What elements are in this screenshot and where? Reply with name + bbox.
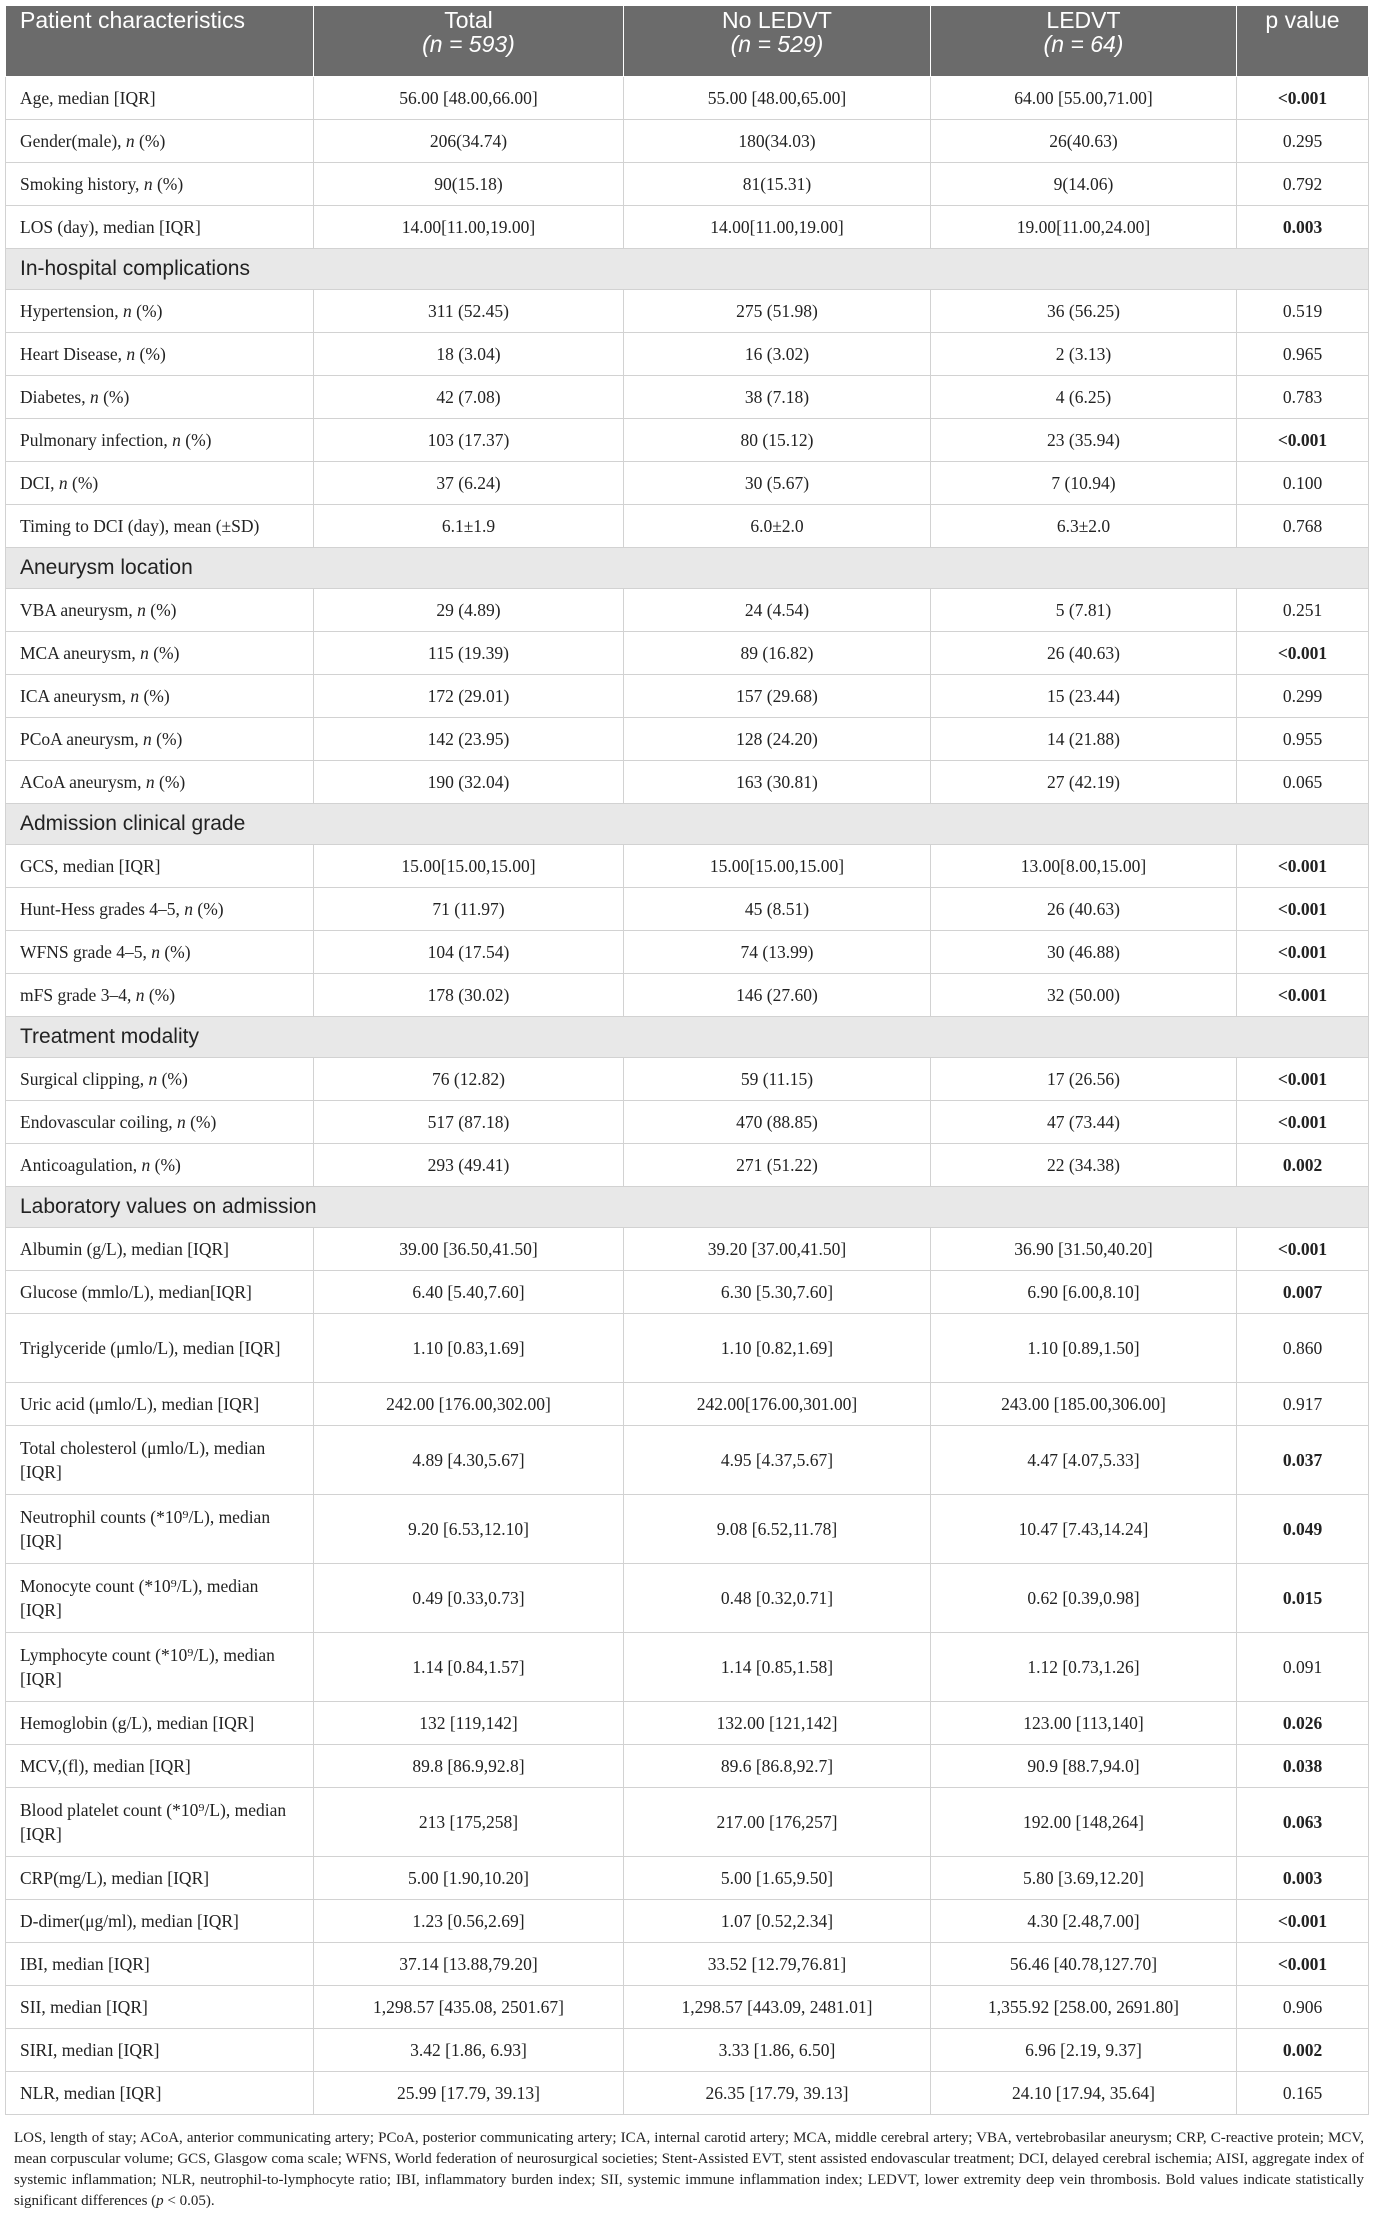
cell-ledvt: 64.00 [55.00,71.00] [931,77,1237,120]
cell-ledvt: 1,355.92 [258.00, 2691.80] [931,1986,1237,2029]
cell-p-value: <0.001 [1237,1101,1369,1144]
cell-no-ledvt: 217.00 [176,257] [624,1788,931,1857]
cell-total: 25.99 [17.79, 39.13] [314,2072,624,2115]
row-label: Endovascular coiling, n (%) [6,1101,314,1144]
cell-p-value: <0.001 [1237,845,1369,888]
cell-no-ledvt: 1.14 [0.85,1.58] [624,1633,931,1702]
row-label: ACoA aneurysm, n (%) [6,761,314,804]
table-row [6,931,1369,974]
table-row [6,761,1369,804]
cell-p-value: 0.003 [1237,1857,1369,1900]
header-total-n: (n = 593) [422,31,515,57]
cell-total: 1.14 [0.84,1.57] [314,1633,624,1702]
cell-ledvt: 2 (3.13) [931,333,1237,376]
header-total [314,6,624,77]
cell-no-ledvt: 163 (30.81) [624,761,931,804]
row-label: Total cholesterol (μmlo/L), median [IQR] [6,1426,314,1495]
section-heading: Admission clinical grade [6,804,1369,845]
cell-total: 104 (17.54) [314,931,624,974]
cell-p-value: 0.965 [1237,333,1369,376]
cell-ledvt: 1.12 [0.73,1.26] [931,1633,1237,1702]
cell-p-value: <0.001 [1237,77,1369,120]
cell-p-value: 0.002 [1237,2029,1369,2072]
table-row [6,845,1369,888]
cell-p-value: <0.001 [1237,419,1369,462]
row-label: Heart Disease, n (%) [6,333,314,376]
cell-total: 3.42 [1.86, 6.93] [314,2029,624,2072]
cell-total: 18 (3.04) [314,333,624,376]
cell-ledvt: 123.00 [113,140] [931,1702,1237,1745]
cell-p-value: <0.001 [1237,974,1369,1017]
cell-no-ledvt: 74 (13.99) [624,931,931,974]
cell-ledvt: 6.3±2.0 [931,505,1237,548]
cell-ledvt: 22 (34.38) [931,1144,1237,1187]
cell-p-value: 0.906 [1237,1986,1369,2029]
table-row [6,462,1369,505]
table-body [6,77,1369,2115]
cell-no-ledvt: 1.10 [0.82,1.69] [624,1314,931,1383]
cell-total: 190 (32.04) [314,761,624,804]
section-heading: Treatment modality [6,1017,1369,1058]
cell-total: 1,298.57 [435.08, 2501.67] [314,1986,624,2029]
cell-p-value: 0.049 [1237,1495,1369,1564]
cell-p-value: 0.065 [1237,761,1369,804]
table-row [6,1564,1369,1633]
table-row [6,1495,1369,1564]
row-label: Gender(male), n (%) [6,120,314,163]
table-row [6,1745,1369,1788]
table-row [6,333,1369,376]
cell-total: 172 (29.01) [314,675,624,718]
characteristics-table [5,5,1369,2115]
cell-ledvt: 4.30 [2.48,7.00] [931,1900,1237,1943]
row-label: Blood platelet count (*10⁹/L), median [IQR] [6,1788,314,1857]
row-label: Smoking history, n (%) [6,163,314,206]
cell-no-ledvt: 1,298.57 [443.09, 2481.01] [624,1986,931,2029]
row-label: mFS grade 3–4, n (%) [6,974,314,1017]
table-row [6,290,1369,333]
cell-p-value: <0.001 [1237,1058,1369,1101]
table-row [6,163,1369,206]
table-row [6,1943,1369,1986]
cell-ledvt: 30 (46.88) [931,931,1237,974]
cell-total: 1.23 [0.56,2.69] [314,1900,624,1943]
table-row [6,589,1369,632]
cell-total: 132 [119,142] [314,1702,624,1745]
table-row [6,1633,1369,1702]
header-p-value: p value [1237,6,1369,77]
cell-no-ledvt: 275 (51.98) [624,290,931,333]
section-heading: In-hospital complications [6,249,1369,290]
cell-p-value: 0.519 [1237,290,1369,333]
row-label: Neutrophil counts (*10⁹/L), median [IQR] [6,1495,314,1564]
table-row [6,1383,1369,1426]
cell-ledvt: 47 (73.44) [931,1101,1237,1144]
cell-no-ledvt: 55.00 [48.00,65.00] [624,77,931,120]
cell-ledvt: 10.47 [7.43,14.24] [931,1495,1237,1564]
cell-p-value: 0.038 [1237,1745,1369,1788]
cell-ledvt: 5.80 [3.69,12.20] [931,1857,1237,1900]
row-label: WFNS grade 4–5, n (%) [6,931,314,974]
table-row [6,1900,1369,1943]
cell-p-value: 0.007 [1237,1271,1369,1314]
cell-no-ledvt: 30 (5.67) [624,462,931,505]
cell-p-value: 0.768 [1237,505,1369,548]
cell-total: 213 [175,258] [314,1788,624,1857]
cell-no-ledvt: 81(15.31) [624,163,931,206]
cell-no-ledvt: 4.95 [4.37,5.67] [624,1426,931,1495]
cell-no-ledvt: 59 (11.15) [624,1058,931,1101]
section-row [6,804,1369,845]
characteristics-table-container [5,5,1368,2115]
cell-ledvt: 19.00[11.00,24.00] [931,206,1237,249]
cell-no-ledvt: 0.48 [0.32,0.71] [624,1564,931,1633]
section-heading: Aneurysm location [6,548,1369,589]
cell-total: 14.00[11.00,19.00] [314,206,624,249]
cell-ledvt: 36.90 [31.50,40.20] [931,1228,1237,1271]
cell-total: 15.00[15.00,15.00] [314,845,624,888]
section-row [6,548,1369,589]
table-row [6,888,1369,931]
cell-ledvt: 15 (23.44) [931,675,1237,718]
row-label: MCV,(fl), median [IQR] [6,1745,314,1788]
cell-total: 0.49 [0.33,0.73] [314,1564,624,1633]
cell-no-ledvt: 15.00[15.00,15.00] [624,845,931,888]
cell-no-ledvt: 16 (3.02) [624,333,931,376]
cell-ledvt: 243.00 [185.00,306.00] [931,1383,1237,1426]
header-total-title: Total [444,7,493,33]
row-label: Hypertension, n (%) [6,290,314,333]
table-row [6,1426,1369,1495]
cell-p-value: 0.955 [1237,718,1369,761]
row-label: IBI, median [IQR] [6,1943,314,1986]
cell-no-ledvt: 38 (7.18) [624,376,931,419]
cell-ledvt: 7 (10.94) [931,462,1237,505]
cell-no-ledvt: 5.00 [1.65,9.50] [624,1857,931,1900]
row-label: Pulmonary infection, n (%) [6,419,314,462]
cell-total: 4.89 [4.30,5.67] [314,1426,624,1495]
cell-no-ledvt: 132.00 [121,142] [624,1702,931,1745]
cell-p-value: 0.091 [1237,1633,1369,1702]
table-row [6,1788,1369,1857]
cell-no-ledvt: 89.6 [86.8,92.7] [624,1745,931,1788]
cell-total: 6.40 [5.40,7.60] [314,1271,624,1314]
cell-ledvt: 56.46 [40.78,127.70] [931,1943,1237,1986]
cell-p-value: <0.001 [1237,931,1369,974]
cell-p-value: 0.037 [1237,1426,1369,1495]
cell-no-ledvt: 14.00[11.00,19.00] [624,206,931,249]
cell-ledvt: 0.62 [0.39,0.98] [931,1564,1237,1633]
cell-no-ledvt: 242.00[176.00,301.00] [624,1383,931,1426]
row-label: Hemoglobin (g/L), median [IQR] [6,1702,314,1745]
header-ledvt-title: LEDVT [1046,7,1121,33]
cell-ledvt: 4 (6.25) [931,376,1237,419]
row-label: Lymphocyte count (*10⁹/L), median [IQR] [6,1633,314,1702]
cell-total: 90(15.18) [314,163,624,206]
cell-ledvt: 9(14.06) [931,163,1237,206]
cell-no-ledvt: 271 (51.22) [624,1144,931,1187]
cell-total: 37 (6.24) [314,462,624,505]
row-label: CRP(mg/L), median [IQR] [6,1857,314,1900]
row-label: SII, median [IQR] [6,1986,314,2029]
cell-total: 6.1±1.9 [314,505,624,548]
table-footnote: LOS, length of stay; ACoA, anterior communicating artery; PCoA, posterior communicating artery; ICA, internal carotid artery; MCA, middle cerebral artery; VBA, vertebrobasilar aneurysm; CRP, C-reactive protein; MCV, mean corpuscular volume; GCS, Glasgow coma scale; WFNS, World federation of neurosurgical societies; Stent-Assisted EVT, stent assisted endovascular treatment; DCI, delayed cerebral ischemia; AISI, aggregate index of systemic inflammation; NLR, neutrophil-to-lymphocyte ratio; IBI, inflammatory burden index; SII, systemic immune inflammation index; LEDVT, lower extremity deep vein thrombosis. Bold values indicate statistically significant differences (p < 0.05). [14,2130,1364,2209]
header-no-ledvt [624,6,931,77]
table-row [6,206,1369,249]
cell-no-ledvt: 33.52 [12.79,76.81] [624,1943,931,1986]
row-label: DCI, n (%) [6,462,314,505]
table-row [6,632,1369,675]
cell-ledvt: 6.96 [2.19, 9.37] [931,2029,1237,2072]
cell-ledvt: 27 (42.19) [931,761,1237,804]
cell-total: 89.8 [86.9,92.8] [314,1745,624,1788]
cell-p-value: 0.003 [1237,206,1369,249]
cell-total: 9.20 [6.53,12.10] [314,1495,624,1564]
row-label: Glucose (mmlo/L), median[IQR] [6,1271,314,1314]
row-label: LOS (day), median [IQR] [6,206,314,249]
cell-no-ledvt: 80 (15.12) [624,419,931,462]
section-row [6,1017,1369,1058]
table-row [6,974,1369,1017]
table-row [6,2072,1369,2115]
cell-total: 206(34.74) [314,120,624,163]
cell-p-value: 0.026 [1237,1702,1369,1745]
cell-p-value: <0.001 [1237,1900,1369,1943]
cell-no-ledvt: 146 (27.60) [624,974,931,1017]
cell-no-ledvt: 157 (29.68) [624,675,931,718]
cell-ledvt: 1.10 [0.89,1.50] [931,1314,1237,1383]
table-row [6,1702,1369,1745]
table-row [6,120,1369,163]
row-label: VBA aneurysm, n (%) [6,589,314,632]
cell-total: 242.00 [176.00,302.00] [314,1383,624,1426]
cell-no-ledvt: 24 (4.54) [624,589,931,632]
row-label: Monocyte count (*10⁹/L), median [IQR] [6,1564,314,1633]
cell-ledvt: 13.00[8.00,15.00] [931,845,1237,888]
section-heading: Laboratory values on admission [6,1187,1369,1228]
cell-no-ledvt: 6.0±2.0 [624,505,931,548]
cell-ledvt: 24.10 [17.94, 35.64] [931,2072,1237,2115]
cell-total: 142 (23.95) [314,718,624,761]
row-label: Triglyceride (μmlo/L), median [IQR] [6,1314,314,1383]
cell-total: 293 (49.41) [314,1144,624,1187]
cell-ledvt: 6.90 [6.00,8.10] [931,1271,1237,1314]
cell-p-value: <0.001 [1237,1228,1369,1271]
row-label: Timing to DCI (day), mean (±SD) [6,505,314,548]
cell-no-ledvt: 9.08 [6.52,11.78] [624,1495,931,1564]
row-label: Hunt-Hess grades 4–5, n (%) [6,888,314,931]
cell-total: 103 (17.37) [314,419,624,462]
row-label: PCoA aneurysm, n (%) [6,718,314,761]
cell-p-value: 0.295 [1237,120,1369,163]
cell-no-ledvt: 180(34.03) [624,120,931,163]
table-header [6,6,1369,77]
table-row [6,1144,1369,1187]
header-no-ledvt-title: No LEDVT [722,7,832,33]
cell-total: 76 (12.82) [314,1058,624,1101]
cell-total: 1.10 [0.83,1.69] [314,1314,624,1383]
table-row [6,1101,1369,1144]
cell-no-ledvt: 89 (16.82) [624,632,931,675]
cell-p-value: <0.001 [1237,632,1369,675]
table-row [6,1228,1369,1271]
cell-no-ledvt: 1.07 [0.52,2.34] [624,1900,931,1943]
row-label: GCS, median [IQR] [6,845,314,888]
table-row [6,1058,1369,1101]
table-row [6,1857,1369,1900]
cell-total: 517 (87.18) [314,1101,624,1144]
cell-p-value: 0.783 [1237,376,1369,419]
row-label: SIRI, median [IQR] [6,2029,314,2072]
cell-p-value: 0.792 [1237,163,1369,206]
cell-total: 311 (52.45) [314,290,624,333]
cell-no-ledvt: 39.20 [37.00,41.50] [624,1228,931,1271]
header-patient-characteristics: Patient characteristics [6,6,314,77]
cell-total: 42 (7.08) [314,376,624,419]
row-label: Anticoagulation, n (%) [6,1144,314,1187]
cell-total: 115 (19.39) [314,632,624,675]
header-no-ledvt-n: (n = 529) [730,31,824,57]
cell-no-ledvt: 128 (24.20) [624,718,931,761]
cell-p-value: 0.860 [1237,1314,1369,1383]
cell-p-value: 0.100 [1237,462,1369,505]
cell-total: 39.00 [36.50,41.50] [314,1228,624,1271]
cell-ledvt: 26(40.63) [931,120,1237,163]
cell-total: 5.00 [1.90,10.20] [314,1857,624,1900]
table-row [6,1986,1369,2029]
table-row [6,675,1369,718]
cell-no-ledvt: 45 (8.51) [624,888,931,931]
cell-ledvt: 36 (56.25) [931,290,1237,333]
header-row [6,6,1369,77]
cell-no-ledvt: 6.30 [5.30,7.60] [624,1271,931,1314]
header-ledvt-n: (n = 64) [1043,31,1124,57]
cell-p-value: 0.299 [1237,675,1369,718]
cell-ledvt: 26 (40.63) [931,888,1237,931]
cell-ledvt: 4.47 [4.07,5.33] [931,1426,1237,1495]
cell-p-value: 0.251 [1237,589,1369,632]
cell-p-value: 0.165 [1237,2072,1369,2115]
table-row [6,1314,1369,1383]
cell-total: 29 (4.89) [314,589,624,632]
cell-ledvt: 32 (50.00) [931,974,1237,1017]
cell-ledvt: 90.9 [88.7,94.0] [931,1745,1237,1788]
row-label: ICA aneurysm, n (%) [6,675,314,718]
cell-p-value: 0.063 [1237,1788,1369,1857]
table-row [6,718,1369,761]
row-label: Albumin (g/L), median [IQR] [6,1228,314,1271]
cell-total: 56.00 [48.00,66.00] [314,77,624,120]
table-row [6,505,1369,548]
table-row [6,77,1369,120]
cell-p-value: 0.015 [1237,1564,1369,1633]
cell-no-ledvt: 26.35 [17.79, 39.13] [624,2072,931,2115]
cell-total: 71 (11.97) [314,888,624,931]
cell-p-value: 0.917 [1237,1383,1369,1426]
row-label: MCA aneurysm, n (%) [6,632,314,675]
cell-total: 37.14 [13.88,79.20] [314,1943,624,1986]
cell-no-ledvt: 470 (88.85) [624,1101,931,1144]
cell-ledvt: 26 (40.63) [931,632,1237,675]
cell-no-ledvt: 3.33 [1.86, 6.50] [624,2029,931,2072]
cell-p-value: 0.002 [1237,1144,1369,1187]
cell-ledvt: 192.00 [148,264] [931,1788,1237,1857]
cell-p-value: <0.001 [1237,1943,1369,1986]
table-row [6,419,1369,462]
row-label: Uric acid (μmlo/L), median [IQR] [6,1383,314,1426]
row-label: Diabetes, n (%) [6,376,314,419]
table-row [6,376,1369,419]
cell-ledvt: 17 (26.56) [931,1058,1237,1101]
table-row [6,2029,1369,2072]
section-row [6,249,1369,290]
row-label: NLR, median [IQR] [6,2072,314,2115]
section-row [6,1187,1369,1228]
row-label: Age, median [IQR] [6,77,314,120]
cell-ledvt: 23 (35.94) [931,419,1237,462]
row-label: Surgical clipping, n (%) [6,1058,314,1101]
cell-total: 178 (30.02) [314,974,624,1017]
header-ledvt [931,6,1237,77]
row-label: D-dimer(μg/ml), median [IQR] [6,1900,314,1943]
cell-ledvt: 5 (7.81) [931,589,1237,632]
cell-ledvt: 14 (21.88) [931,718,1237,761]
cell-p-value: <0.001 [1237,888,1369,931]
table-row [6,1271,1369,1314]
